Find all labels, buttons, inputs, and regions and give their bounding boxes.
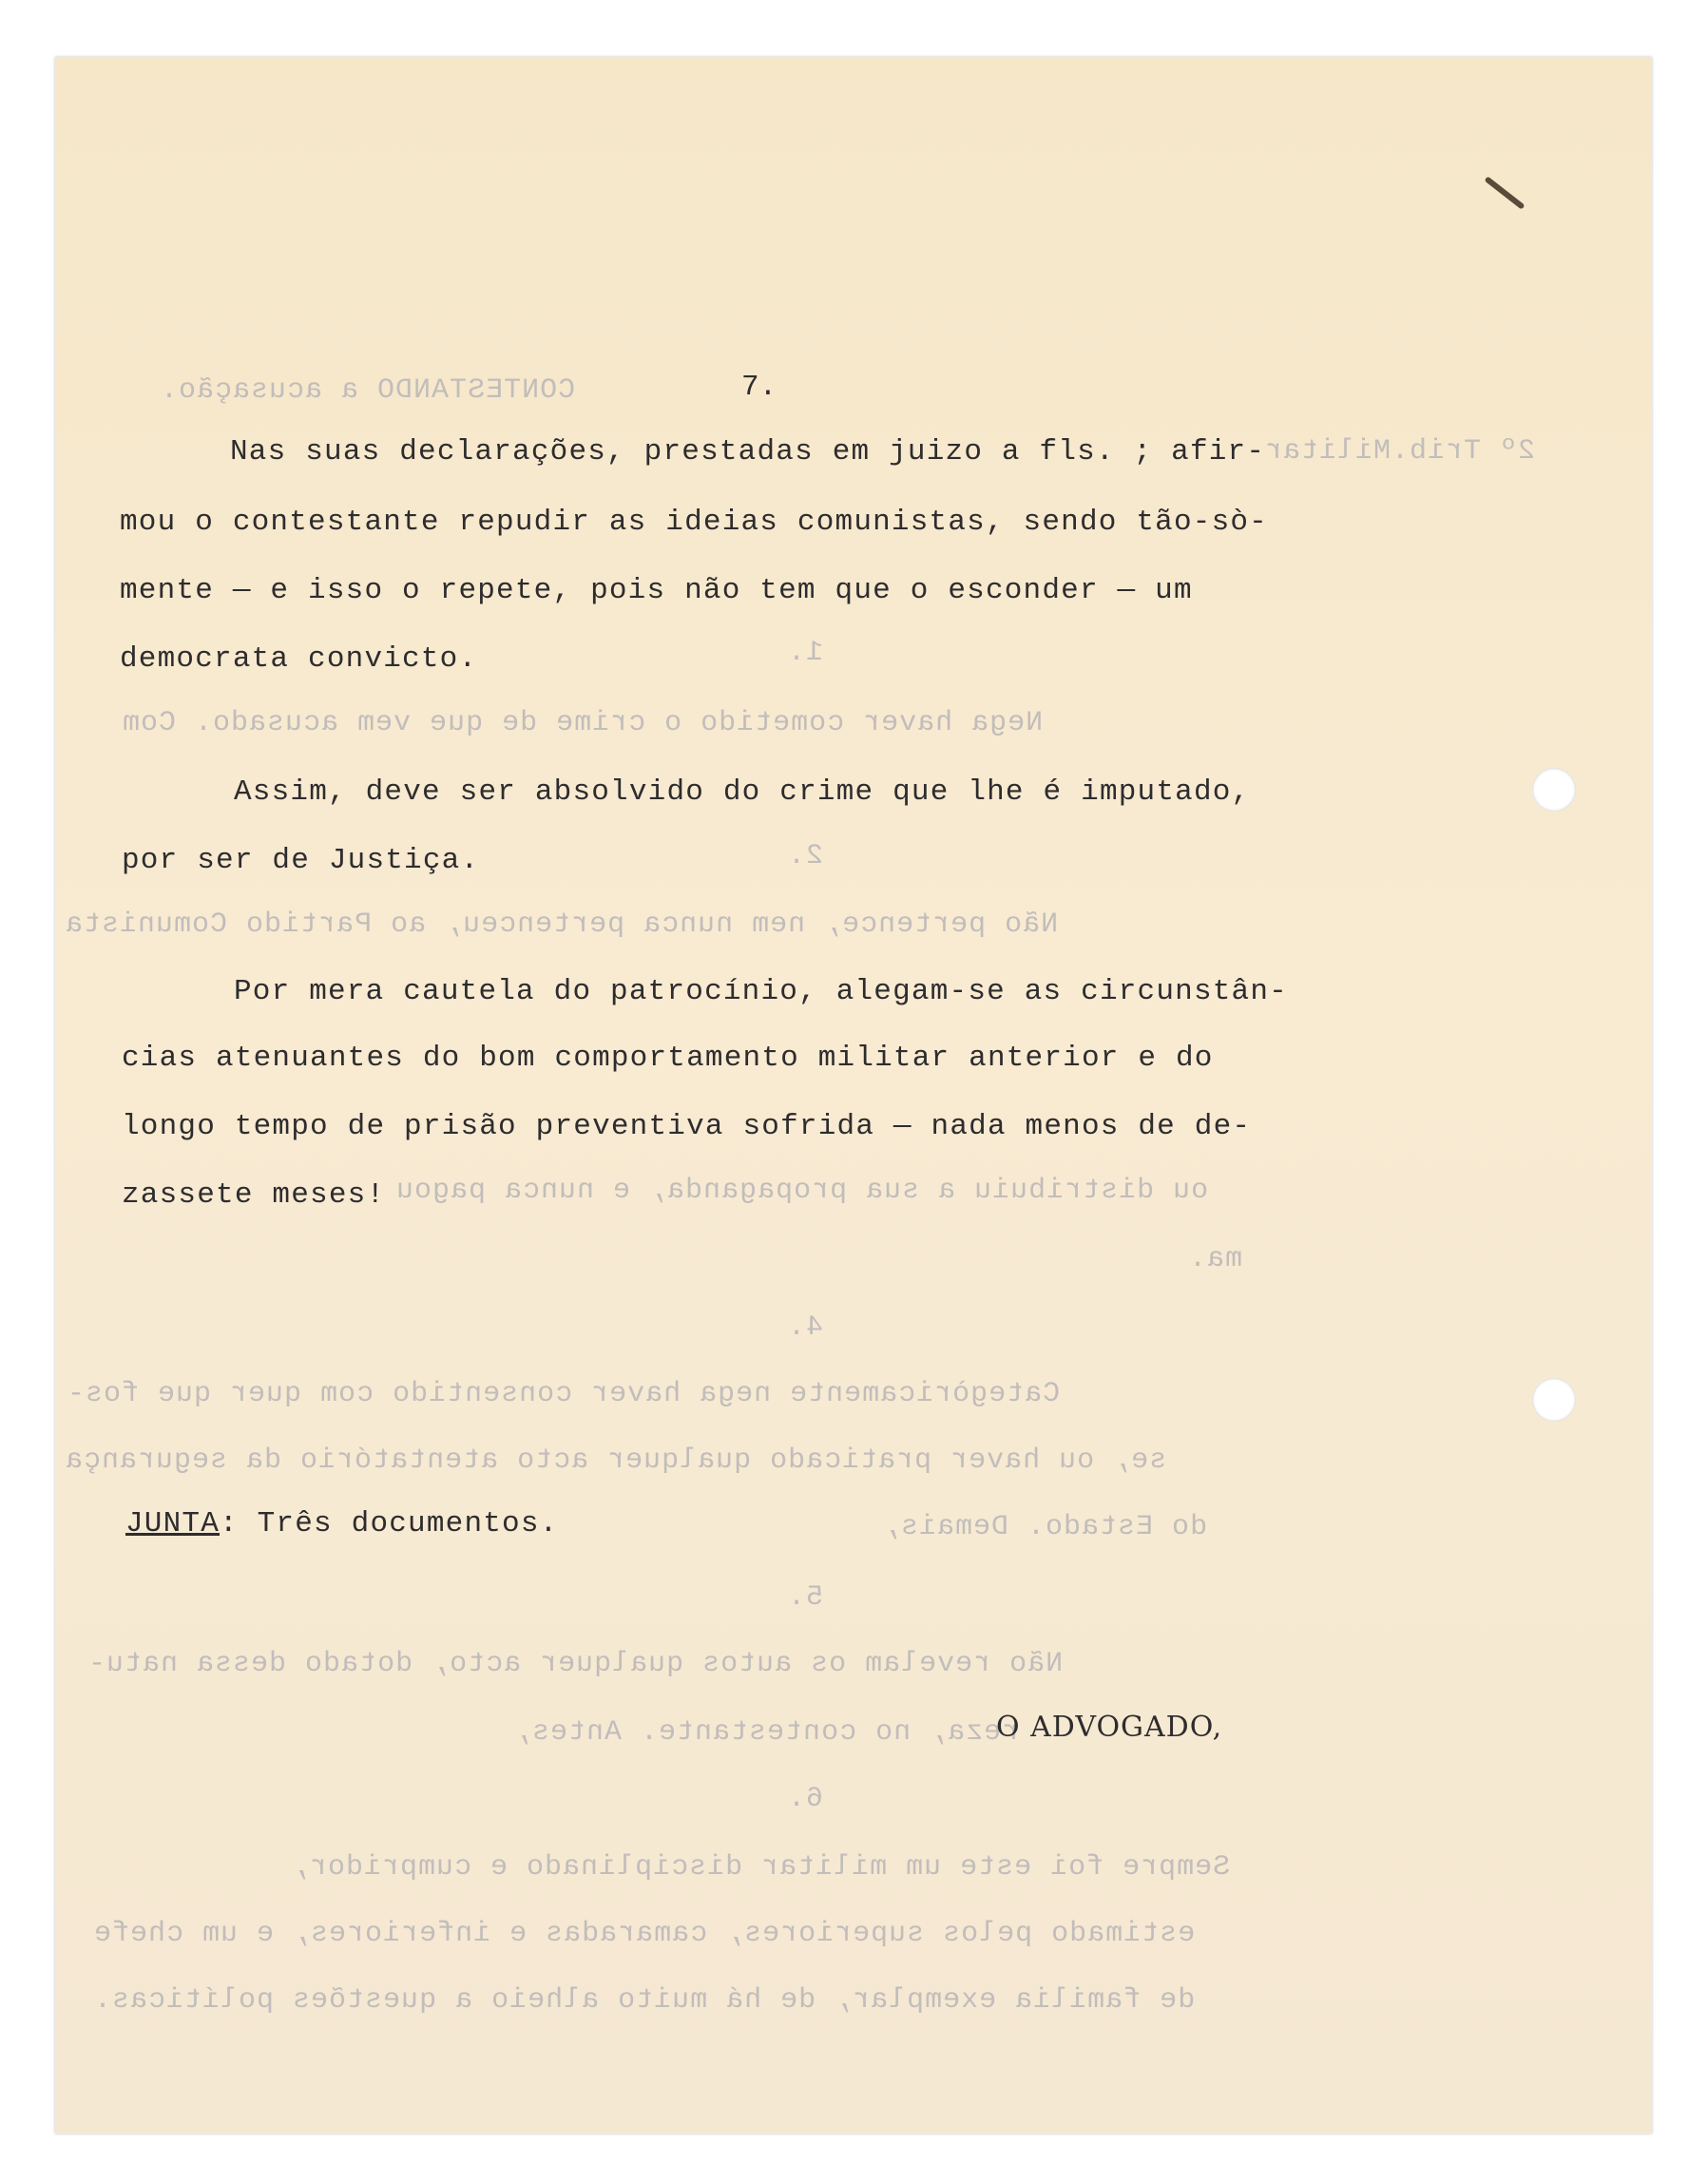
punch-hole [1532, 1378, 1576, 1422]
paragraph-1-line: mou o contestante repudir as ideias comunistas, sendo tão-sò- [120, 506, 1268, 539]
show-through-line: reza, no contestante. Antes, [513, 1716, 1020, 1749]
show-through-line: se, ou haver praticado qualquer acto atentatório da segurança [65, 1444, 1167, 1477]
show-through-line: 1. [787, 637, 824, 669]
signature-line: O ADVOGADO, [996, 1711, 1223, 1744]
show-through-line: ou distribuiu a sua propaganda, e nunca pagou [395, 1175, 1209, 1207]
paragraph-3-line: longo tempo de prisão preventiva sofrida — nada menos de de- [122, 1110, 1252, 1143]
show-through-line: Não revelam os autos qualquer acto, dotado dessa natu- [87, 1648, 1064, 1680]
paragraph-1-line: democrata convicto. [120, 642, 478, 676]
paragraph-1-line: Nas suas declarações, prestadas em juizo a fls. ; afir- [230, 435, 1266, 469]
show-through-line: ma. [1188, 1243, 1243, 1275]
show-through-line: do Estado. Demais, [882, 1511, 1208, 1543]
page-number: 7. [741, 371, 777, 404]
show-through-line: 2º Trib.Militar [1264, 435, 1536, 468]
paragraph-1-line: mente — e isso o repete, pois não tem que o esconder — um [120, 574, 1193, 607]
show-through-line: 6. [787, 1783, 824, 1815]
punch-hole [1532, 768, 1576, 812]
show-through-line: 4. [787, 1311, 824, 1344]
show-through-line: Sempre foi este um militar disciplinado e cumpridor, [291, 1851, 1231, 1884]
attachment-text: : Três documentos. [220, 1507, 559, 1540]
document-page [55, 57, 1652, 2133]
paragraph-2-line: Assim, deve ser absolvido do crime que lhe é imputado, [234, 775, 1251, 809]
show-through-line: Categòricamente nega haver consentido com quer que fos- [67, 1378, 1061, 1410]
show-through-line: 5. [787, 1581, 824, 1614]
show-through-line: de familia exemplar, de há muito alheio a questões políticas. [93, 1984, 1196, 2017]
attachment-note [125, 1507, 558, 1540]
show-through-line: 2. [787, 840, 824, 872]
paragraph-2-line: por ser de Justiça. [122, 844, 480, 877]
paragraph-3-line: cias atenuantes do bom comportamento militar anterior e do [122, 1042, 1214, 1075]
show-through-line: Não pertence, nem nunca pertenceu, ao Partido Comunista [65, 909, 1059, 941]
show-through-line: Nega haver cometido o crime de que vem acusado. Com [122, 707, 1044, 739]
show-through-line: CONTESTANDO a acusação. [160, 374, 576, 407]
show-through-line: estimado pelos superiores, camaradas e inferiores, e um chefe [93, 1918, 1196, 1950]
attachment-label: JUNTA [125, 1507, 221, 1540]
paragraph-3-line: zassete meses! [122, 1178, 386, 1212]
paragraph-3-line: Por mera cautela do patrocínio, alegam-se as circunstân- [234, 975, 1288, 1008]
